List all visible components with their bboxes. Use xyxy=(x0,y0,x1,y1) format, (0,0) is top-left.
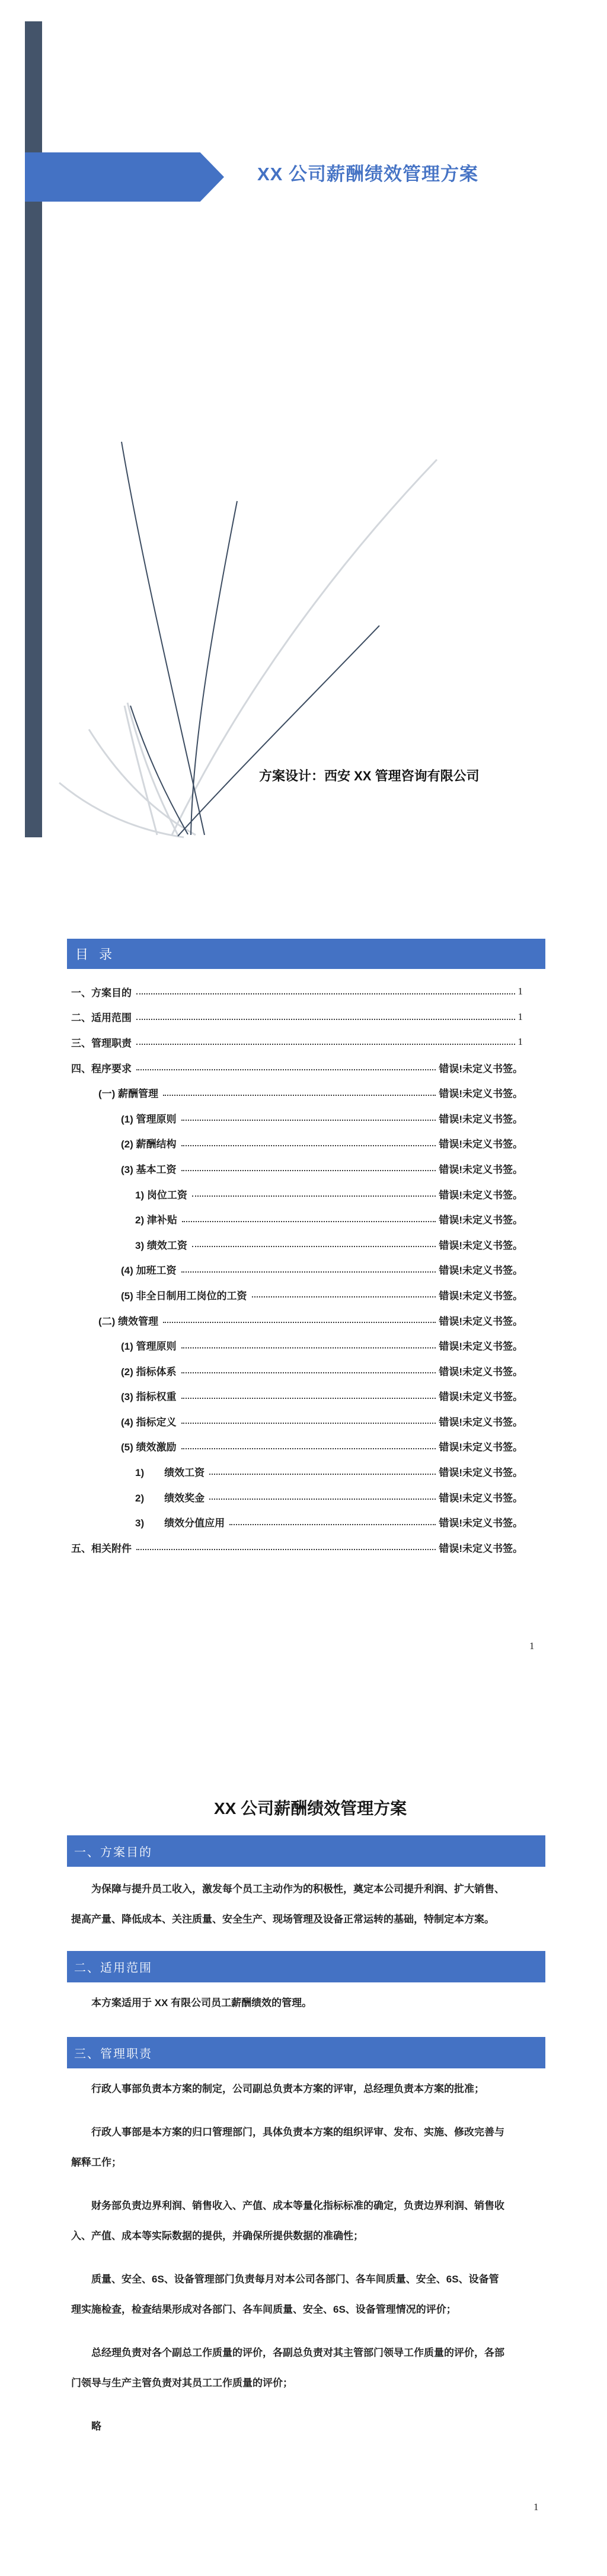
dotted-leader xyxy=(181,1448,436,1449)
toc-entry-label: 2) 津补贴 xyxy=(135,1214,177,1226)
toc-entry-label: 二、适用范围 xyxy=(71,1012,132,1024)
toc-entry-page: 错误!未定义书签。 xyxy=(439,1063,523,1075)
section-heading-label: 三、管理职责 xyxy=(74,2048,152,2061)
toc-entry-page: 错误!未定义书签。 xyxy=(439,1214,523,1226)
toc-entry-page: 错误!未定义书签。 xyxy=(439,1315,523,1327)
dotted-leader xyxy=(192,1246,436,1247)
toc-entry[interactable] xyxy=(71,979,523,1005)
paragraph xyxy=(71,2191,539,2251)
dotted-leader xyxy=(136,1044,515,1045)
toc-entry-page: 错误!未定义书签。 xyxy=(439,1088,523,1100)
paragraph xyxy=(71,2264,539,2325)
toc-entry-page: 错误!未定义书签。 xyxy=(439,1290,523,1302)
toc-entry[interactable] xyxy=(71,1484,523,1510)
section-body-scope xyxy=(71,1988,539,2031)
paragraph-line: 提高产量、降低成本、关注质量、安全生产、现场管理及设备正常运转的基础，特制定本方案。 xyxy=(71,1914,494,1925)
toc-entry-page: 错误!未定义书签。 xyxy=(439,1163,523,1175)
toc-entry-label: (1) 管理原则 xyxy=(121,1341,177,1353)
toc-entry-label: (3) 指标权重 xyxy=(121,1391,177,1403)
section-body-purpose xyxy=(71,1874,539,1947)
section-heading-responsibility xyxy=(67,2037,545,2068)
toc-entry[interactable] xyxy=(71,1282,523,1308)
toc-entry-label: 一、方案目的 xyxy=(71,987,132,999)
toc-entry[interactable] xyxy=(71,1408,523,1434)
toc-entry-label: (3) 基本工资 xyxy=(121,1163,177,1175)
toc-header-label: 目 录 xyxy=(75,947,116,962)
paragraph-line: 解释工作； xyxy=(71,2157,122,2168)
dotted-leader xyxy=(136,993,515,994)
paragraph-line: 行政人事部是本方案的归口管理部门，具体负责本方案的组织评审、发布、实施、修改完善与 xyxy=(91,2127,504,2138)
dotted-leader xyxy=(136,1549,436,1550)
dotted-leader xyxy=(229,1524,436,1525)
section-heading-scope xyxy=(67,1951,545,1982)
toc-entry[interactable] xyxy=(71,1080,523,1105)
toc-entry-label: 三、管理职责 xyxy=(71,1037,132,1049)
paragraph-line: 为保障与提升员工收入，激发每个员工主动作为的积极性，奠定本公司提升利润、扩大销售、 xyxy=(91,1883,504,1895)
toc-entry-page: 错误!未定义书签。 xyxy=(439,1391,523,1403)
paragraph xyxy=(71,2411,539,2441)
toc-entry-label: 四、程序要求 xyxy=(71,1063,132,1075)
toc-list xyxy=(71,979,523,1560)
paragraph-line: 行政人事部负责本方案的制定，公司副总负责本方案的评审，总经理负责本方案的批准； xyxy=(91,2083,484,2094)
paragraph xyxy=(71,1874,539,1934)
toc-entry-page: 错误!未定义书签。 xyxy=(439,1542,523,1554)
toc-entry-label: 2) 绩效奖金 xyxy=(135,1492,205,1504)
toc-entry[interactable] xyxy=(71,1358,523,1383)
paragraph xyxy=(71,2338,539,2398)
toc-entry[interactable] xyxy=(71,1131,523,1156)
dotted-leader xyxy=(181,1347,436,1348)
toc-entry-page: 错误!未定义书签。 xyxy=(439,1341,523,1353)
toc-entry[interactable] xyxy=(71,1535,523,1560)
paragraph xyxy=(71,1988,539,2018)
toc-entry[interactable] xyxy=(71,1232,523,1257)
toc-entry-page: 1 xyxy=(517,1010,523,1022)
section-heading-purpose xyxy=(67,1835,545,1867)
toc-entry[interactable] xyxy=(71,1156,523,1181)
dotted-leader xyxy=(181,1271,436,1273)
toc-entry[interactable] xyxy=(71,1434,523,1459)
toc-entry-page: 错误!未定义书签。 xyxy=(439,1442,523,1453)
toc-page-number: 1 xyxy=(529,1640,535,1652)
toc-entry-label: 3) 绩效工资 xyxy=(135,1239,187,1251)
toc-entry-page: 错误!未定义书签。 xyxy=(439,1139,523,1150)
toc-entry-label: 3) 绩效分值应用 xyxy=(135,1517,225,1529)
toc-entry-page: 1 xyxy=(517,986,523,997)
toc-entry-label: (2) 薪酬结构 xyxy=(121,1139,177,1150)
toc-entry-label: (一) 薪酬管理 xyxy=(98,1088,159,1100)
toc-entry-label: 1) 绩效工资 xyxy=(135,1467,205,1479)
toc-entry[interactable] xyxy=(71,1332,523,1358)
content-page-number: 1 xyxy=(533,2501,539,2513)
designer-credit: 方案设计：西安 XX 管理咨询有限公司 xyxy=(259,769,480,783)
paragraph xyxy=(71,2074,539,2104)
toc-entry-label: (1) 管理原则 xyxy=(121,1113,177,1125)
cover-title: XX 公司薪酬绩效管理方案 xyxy=(257,164,478,184)
page-title: XX 公司薪酬绩效管理方案 xyxy=(214,1799,407,1818)
toc-entry-label: (二) 绩效管理 xyxy=(98,1315,159,1327)
toc-entry[interactable] xyxy=(71,1206,523,1232)
toc-entry[interactable] xyxy=(71,1257,523,1283)
dotted-leader xyxy=(182,1221,436,1222)
toc-entry[interactable] xyxy=(71,1308,523,1333)
toc-entry-label: 五、相关附件 xyxy=(71,1542,132,1554)
toc-entry-page: 错误!未定义书签。 xyxy=(439,1517,523,1529)
dotted-leader xyxy=(181,1170,436,1171)
toc-entry-page: 错误!未定义书签。 xyxy=(439,1416,523,1428)
section-body-responsibility xyxy=(71,2074,539,2454)
dotted-leader xyxy=(136,1069,436,1070)
toc-entry[interactable] xyxy=(71,1459,523,1484)
dotted-leader xyxy=(209,1499,436,1500)
toc-entry-label: (5) 非全日制用工岗位的工资 xyxy=(121,1290,247,1302)
dotted-leader xyxy=(181,1120,436,1121)
toc-entry-label: (4) 指标定义 xyxy=(121,1416,177,1428)
paragraph xyxy=(71,2117,539,2178)
toc-entry-page: 错误!未定义书签。 xyxy=(439,1265,523,1277)
toc-entry[interactable] xyxy=(71,1055,523,1080)
toc-entry-page: 错误!未定义书签。 xyxy=(439,1366,523,1378)
toc-header-bar xyxy=(67,939,545,969)
dotted-leader xyxy=(163,1095,436,1096)
toc-entry-label: (5) 绩效激励 xyxy=(121,1442,177,1453)
paragraph-line: 入、产值、成本等实际数据的提供，并确保所提供数据的准确性； xyxy=(71,2230,363,2242)
toc-entry[interactable] xyxy=(71,1383,523,1409)
cover-arrow-banner xyxy=(25,152,224,202)
paragraph-line: 略 xyxy=(91,2421,101,2432)
toc-entry-label: (4) 加班工资 xyxy=(121,1265,177,1277)
toc-entry[interactable] xyxy=(71,1005,523,1030)
toc-entry-page: 1 xyxy=(517,1036,523,1048)
toc-entry[interactable] xyxy=(71,1181,523,1207)
toc-entry-label: 1) 岗位工资 xyxy=(135,1189,187,1201)
paragraph-line: 质量、安全、6S、设备管理部门负责每月对本公司各部门、各车间质量、安全、6S、设备管 xyxy=(91,2274,499,2285)
paragraph-line: 本方案适用于 XX 有限公司员工薪酬绩效的管理。 xyxy=(91,1997,312,2008)
toc-entry-page: 错误!未定义书签。 xyxy=(439,1492,523,1504)
dotted-leader xyxy=(181,1398,436,1399)
paragraph-line: 门领导与生产主管负责对其员工工作质量的评价； xyxy=(71,2377,293,2389)
dotted-leader xyxy=(181,1423,436,1424)
dotted-leader xyxy=(252,1296,436,1297)
toc-entry-page: 错误!未定义书签。 xyxy=(439,1189,523,1201)
toc-entry-page: 错误!未定义书签。 xyxy=(439,1467,523,1479)
dotted-leader xyxy=(192,1195,436,1197)
toc-entry[interactable] xyxy=(71,1105,523,1131)
paragraph-line: 理实施检查，检查结果形成对各部门、各车间质量、安全、6S、设备管理情况的评价； xyxy=(71,2304,456,2315)
paragraph-line: 财务部负责边界利润、销售收入、产值、成本等量化指标标准的确定，负责边界利润、销售收 xyxy=(91,2200,504,2211)
toc-entry[interactable] xyxy=(71,1029,523,1055)
dotted-leader xyxy=(209,1474,436,1475)
dotted-leader xyxy=(163,1322,436,1323)
section-heading-label: 二、适用范围 xyxy=(74,1962,152,1975)
toc-entry[interactable] xyxy=(71,1509,523,1535)
dotted-leader xyxy=(181,1145,436,1146)
section-heading-label: 一、方案目的 xyxy=(74,1846,152,1859)
toc-entry-label: (2) 指标体系 xyxy=(121,1366,177,1378)
toc-entry-page: 错误!未定义书签。 xyxy=(439,1113,523,1125)
paragraph-line: 总经理负责对各个副总工作质量的评价，各副总负责对其主管部门领导工作质量的评价，各部 xyxy=(91,2347,504,2358)
dotted-leader xyxy=(181,1372,436,1373)
toc-entry-page: 错误!未定义书签。 xyxy=(439,1239,523,1251)
dotted-leader xyxy=(136,1019,515,1020)
